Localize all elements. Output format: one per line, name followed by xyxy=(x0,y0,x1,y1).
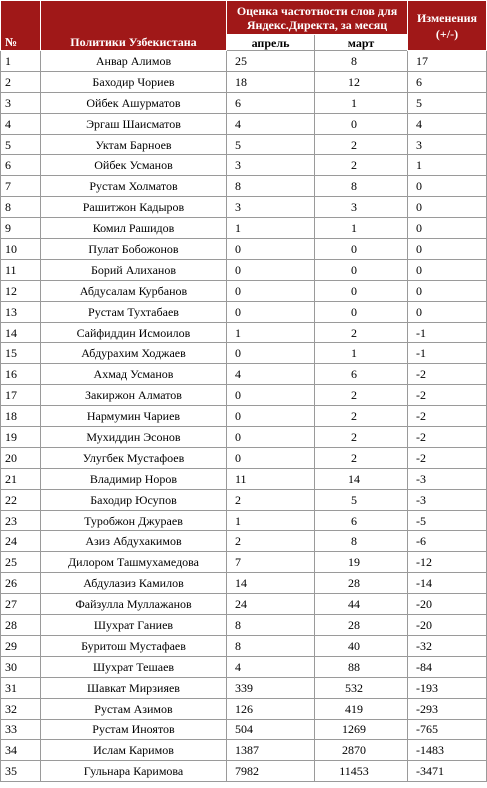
april-value: 24 xyxy=(227,594,315,615)
politician-name: Улугбек Мустафоев xyxy=(41,447,227,468)
march-value: 1269 xyxy=(315,719,408,740)
march-value: 6 xyxy=(315,364,408,385)
april-value: 4 xyxy=(227,113,315,134)
politician-name: Нармумин Чариев xyxy=(41,406,227,427)
change-value: -3 xyxy=(408,468,487,489)
april-value: 3 xyxy=(227,197,315,218)
change-value: -1 xyxy=(408,322,487,343)
header-politicians: Политики Узбекистана xyxy=(41,1,227,51)
change-value: -2 xyxy=(408,406,487,427)
april-value: 1 xyxy=(227,322,315,343)
politician-name: Рустам Иноятов xyxy=(41,719,227,740)
header-number: № xyxy=(1,1,41,51)
politician-name: Рустам Холматов xyxy=(41,176,227,197)
change-value: 5 xyxy=(408,92,487,113)
politician-name: Ислам Каримов xyxy=(41,740,227,761)
table-row xyxy=(1,155,487,176)
april-value: 0 xyxy=(227,427,315,448)
april-value: 0 xyxy=(227,406,315,427)
april-value: 18 xyxy=(227,71,315,92)
table-row xyxy=(1,531,487,552)
politician-name: Ахмад Усманов xyxy=(41,364,227,385)
row-number: 13 xyxy=(1,301,41,322)
table-row xyxy=(1,719,487,740)
march-value: 2870 xyxy=(315,740,408,761)
politician-name: Рустам Тухтабаев xyxy=(41,301,227,322)
march-value: 2 xyxy=(315,134,408,155)
row-number: 8 xyxy=(1,197,41,218)
politician-name: Буритош Мустафаев xyxy=(41,635,227,656)
march-value: 2 xyxy=(315,385,408,406)
header-estimate: Оценка частотности слов для Яндекс.Директа, за месяц xyxy=(227,1,408,35)
april-value: 0 xyxy=(227,259,315,280)
table-row xyxy=(1,218,487,239)
table-row xyxy=(1,761,487,782)
change-value: 4 xyxy=(408,113,487,134)
april-value: 0 xyxy=(227,301,315,322)
table-row xyxy=(1,698,487,719)
april-value: 8 xyxy=(227,176,315,197)
row-number: 31 xyxy=(1,677,41,698)
table-row xyxy=(1,364,487,385)
march-value: 19 xyxy=(315,552,408,573)
table-row xyxy=(1,552,487,573)
table-row xyxy=(1,427,487,448)
change-value: -1483 xyxy=(408,740,487,761)
row-number: 29 xyxy=(1,635,41,656)
change-value: 0 xyxy=(408,280,487,301)
march-value: 3 xyxy=(315,197,408,218)
row-number: 6 xyxy=(1,155,41,176)
march-value: 5 xyxy=(315,489,408,510)
row-number: 25 xyxy=(1,552,41,573)
april-value: 4 xyxy=(227,364,315,385)
row-number: 10 xyxy=(1,239,41,260)
april-value: 0 xyxy=(227,343,315,364)
table-row xyxy=(1,51,487,72)
row-number: 11 xyxy=(1,259,41,280)
row-number: 17 xyxy=(1,385,41,406)
table-row xyxy=(1,197,487,218)
change-value: -2 xyxy=(408,364,487,385)
politician-name: Абдулазиз Камилов xyxy=(41,573,227,594)
march-value: 0 xyxy=(315,113,408,134)
table-row xyxy=(1,406,487,427)
april-value: 5 xyxy=(227,134,315,155)
politician-name: Анвар Алимов xyxy=(41,51,227,72)
change-value: -20 xyxy=(408,594,487,615)
row-number: 24 xyxy=(1,531,41,552)
march-value: 6 xyxy=(315,510,408,531)
politician-name: Шухрат Тешаев xyxy=(41,656,227,677)
row-number: 5 xyxy=(1,134,41,155)
march-value: 0 xyxy=(315,259,408,280)
april-value: 11 xyxy=(227,468,315,489)
table-row xyxy=(1,134,487,155)
april-value: 126 xyxy=(227,698,315,719)
politician-name: Шавкат Мирзияев xyxy=(41,677,227,698)
april-value: 0 xyxy=(227,447,315,468)
table-row xyxy=(1,594,487,615)
april-value: 2 xyxy=(227,489,315,510)
row-number: 19 xyxy=(1,427,41,448)
march-value: 12 xyxy=(315,71,408,92)
march-value: 2 xyxy=(315,406,408,427)
table-row xyxy=(1,615,487,636)
row-number: 20 xyxy=(1,447,41,468)
change-value: -84 xyxy=(408,656,487,677)
table-row xyxy=(1,322,487,343)
table-row xyxy=(1,385,487,406)
politician-name: Абдурахим Ходжаев xyxy=(41,343,227,364)
table-row xyxy=(1,656,487,677)
change-value: 17 xyxy=(408,51,487,72)
politician-name: Ойбек Ашурматов xyxy=(41,92,227,113)
politician-name: Пулат Бобожонов xyxy=(41,239,227,260)
table-body xyxy=(1,51,487,782)
politician-name: Рашитжон Кадыров xyxy=(41,197,227,218)
row-number: 7 xyxy=(1,176,41,197)
march-value: 1 xyxy=(315,218,408,239)
table-row xyxy=(1,280,487,301)
row-number: 32 xyxy=(1,698,41,719)
april-value: 6 xyxy=(227,92,315,113)
april-value: 3 xyxy=(227,155,315,176)
change-value: 0 xyxy=(408,239,487,260)
row-number: 27 xyxy=(1,594,41,615)
change-value: -3471 xyxy=(408,761,487,782)
politician-name: Баходир Юсупов xyxy=(41,489,227,510)
header-april: апрель xyxy=(227,35,315,51)
april-value: 7 xyxy=(227,552,315,573)
politician-name: Ойбек Усманов xyxy=(41,155,227,176)
table-row xyxy=(1,677,487,698)
change-value: -12 xyxy=(408,552,487,573)
row-number: 21 xyxy=(1,468,41,489)
april-value: 8 xyxy=(227,635,315,656)
march-value: 2 xyxy=(315,447,408,468)
table-row xyxy=(1,510,487,531)
change-value: 0 xyxy=(408,259,487,280)
row-number: 9 xyxy=(1,218,41,239)
row-number: 14 xyxy=(1,322,41,343)
table-row xyxy=(1,489,487,510)
politician-name: Владимир Норов xyxy=(41,468,227,489)
politician-name: Файзулла Муллажанов xyxy=(41,594,227,615)
row-number: 28 xyxy=(1,615,41,636)
change-value: 3 xyxy=(408,134,487,155)
change-value: -5 xyxy=(408,510,487,531)
row-number: 34 xyxy=(1,740,41,761)
march-value: 8 xyxy=(315,531,408,552)
april-value: 25 xyxy=(227,51,315,72)
march-value: 88 xyxy=(315,656,408,677)
march-value: 40 xyxy=(315,635,408,656)
change-value: -14 xyxy=(408,573,487,594)
change-value: -1 xyxy=(408,343,487,364)
march-value: 2 xyxy=(315,427,408,448)
change-value: -3 xyxy=(408,489,487,510)
politician-name: Мухиддин Эсонов xyxy=(41,427,227,448)
april-value: 0 xyxy=(227,385,315,406)
row-number: 30 xyxy=(1,656,41,677)
april-value: 504 xyxy=(227,719,315,740)
row-number: 26 xyxy=(1,573,41,594)
row-number: 3 xyxy=(1,92,41,113)
politician-name: Азиз Абдухакимов xyxy=(41,531,227,552)
table-row xyxy=(1,635,487,656)
april-value: 7982 xyxy=(227,761,315,782)
politician-name: Туробжон Джураев xyxy=(41,510,227,531)
row-number: 12 xyxy=(1,280,41,301)
politician-name: Гульнара Каримова xyxy=(41,761,227,782)
politician-name: Абдусалам Курбанов xyxy=(41,280,227,301)
change-value: -765 xyxy=(408,719,487,740)
march-value: 28 xyxy=(315,615,408,636)
march-value: 2 xyxy=(315,155,408,176)
politician-name: Рустам Азимов xyxy=(41,698,227,719)
header-march: март xyxy=(315,35,408,51)
march-value: 0 xyxy=(315,239,408,260)
march-value: 28 xyxy=(315,573,408,594)
change-value: -2 xyxy=(408,447,487,468)
change-value: -293 xyxy=(408,698,487,719)
march-value: 14 xyxy=(315,468,408,489)
table-row xyxy=(1,259,487,280)
april-value: 4 xyxy=(227,656,315,677)
politician-name: Борий Алиханов xyxy=(41,259,227,280)
politician-name: Шухрат Ганиев xyxy=(41,615,227,636)
march-value: 8 xyxy=(315,51,408,72)
march-value: 1 xyxy=(315,92,408,113)
change-value: 6 xyxy=(408,71,487,92)
politician-name: Уктам Барноев xyxy=(41,134,227,155)
politician-name: Закиржон Алматов xyxy=(41,385,227,406)
change-value: 1 xyxy=(408,155,487,176)
march-value: 1 xyxy=(315,343,408,364)
march-value: 11453 xyxy=(315,761,408,782)
april-value: 14 xyxy=(227,573,315,594)
table-row xyxy=(1,176,487,197)
march-value: 0 xyxy=(315,280,408,301)
row-number: 2 xyxy=(1,71,41,92)
table-row xyxy=(1,468,487,489)
april-value: 2 xyxy=(227,531,315,552)
row-number: 23 xyxy=(1,510,41,531)
april-value: 0 xyxy=(227,239,315,260)
politician-name: Сайфиддин Исмоилов xyxy=(41,322,227,343)
politician-name: Комил Рашидов xyxy=(41,218,227,239)
april-value: 1 xyxy=(227,510,315,531)
april-value: 339 xyxy=(227,677,315,698)
table-row xyxy=(1,740,487,761)
april-value: 0 xyxy=(227,280,315,301)
table-row xyxy=(1,239,487,260)
row-number: 18 xyxy=(1,406,41,427)
table-row xyxy=(1,92,487,113)
politician-name: Баходир Чориев xyxy=(41,71,227,92)
row-number: 35 xyxy=(1,761,41,782)
change-value: 0 xyxy=(408,218,487,239)
table-row xyxy=(1,71,487,92)
march-value: 44 xyxy=(315,594,408,615)
table-row xyxy=(1,301,487,322)
politician-name: Эргаш Шаисматов xyxy=(41,113,227,134)
march-value: 419 xyxy=(315,698,408,719)
change-value: 0 xyxy=(408,301,487,322)
change-value: -193 xyxy=(408,677,487,698)
april-value: 1387 xyxy=(227,740,315,761)
politician-name: Дилором Ташмухамедова xyxy=(41,552,227,573)
change-value: -6 xyxy=(408,531,487,552)
table-row xyxy=(1,113,487,134)
march-value: 0 xyxy=(315,301,408,322)
change-value: 0 xyxy=(408,176,487,197)
april-value: 8 xyxy=(227,615,315,636)
change-value: -20 xyxy=(408,615,487,636)
row-number: 1 xyxy=(1,51,41,72)
change-value: 0 xyxy=(408,197,487,218)
march-value: 532 xyxy=(315,677,408,698)
row-number: 33 xyxy=(1,719,41,740)
change-value: -32 xyxy=(408,635,487,656)
march-value: 2 xyxy=(315,322,408,343)
row-number: 16 xyxy=(1,364,41,385)
row-number: 4 xyxy=(1,113,41,134)
row-number: 22 xyxy=(1,489,41,510)
table-row xyxy=(1,573,487,594)
header-change: Изменения (+/-) xyxy=(408,1,487,51)
row-number: 15 xyxy=(1,343,41,364)
april-value: 1 xyxy=(227,218,315,239)
table-row xyxy=(1,447,487,468)
change-value: -2 xyxy=(408,385,487,406)
march-value: 8 xyxy=(315,176,408,197)
change-value: -2 xyxy=(408,427,487,448)
table-row xyxy=(1,343,487,364)
